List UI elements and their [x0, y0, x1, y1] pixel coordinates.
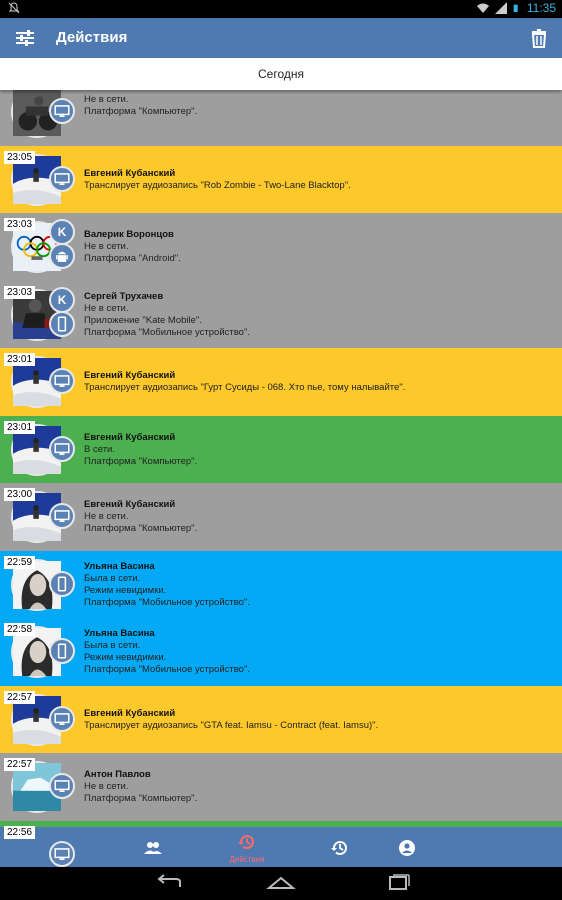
activity-item[interactable] [0, 483, 562, 551]
activity-line: Транслирует аудиозапись "GTA feat. Iamsu - Contract (feat. Iamsu)". [84, 719, 379, 731]
history-icon-active [238, 833, 256, 851]
nav-actions-label: Действия [229, 855, 265, 864]
people-icon [144, 839, 162, 857]
back-icon [154, 873, 184, 893]
activity-list[interactable] [0, 90, 562, 838]
section-header-today: Сегодня [0, 58, 562, 90]
activity-line: Платформа "Android". [84, 253, 181, 264]
time-badge: 23:00 [4, 488, 35, 501]
activity-text [84, 291, 250, 339]
computer-icon [49, 98, 75, 124]
activity-item[interactable] [0, 213, 562, 281]
user-name: Евгений Кубанский [84, 707, 176, 719]
activity-item[interactable] [0, 686, 562, 754]
activity-text [84, 229, 181, 265]
bottom-navigation [0, 827, 562, 867]
activity-text [84, 499, 197, 535]
activity-text [84, 432, 197, 468]
filter-settings-button[interactable] [14, 28, 36, 48]
computer-icon [49, 706, 75, 732]
wifi-icon [477, 2, 489, 14]
user-name: Антон Павлов [84, 769, 151, 780]
time-badge: 23:01 [4, 421, 35, 434]
activity-text [84, 168, 351, 192]
vk-app-icon [49, 219, 75, 245]
activity-item[interactable] [0, 551, 562, 619]
toolbar [0, 18, 562, 58]
activity-line: Платформа "Мобильное устройство". [84, 596, 250, 608]
activity-line: Платформа "Мобильное устройство". [84, 326, 250, 338]
activity-line: Транслирует аудиозапись "Гурт Сусиды - 068. Хто пье, тому налывайте". [84, 382, 406, 393]
status-bar [0, 0, 562, 18]
activity-item[interactable] [0, 146, 562, 214]
activity-line: Была в сети. [84, 572, 141, 584]
activity-text [84, 708, 378, 732]
activity-line: Приложение "Kate Mobile". [84, 314, 202, 326]
activity-line: Режим невидимки. [84, 652, 167, 663]
activity-line: Платформа "Компьютер". [84, 523, 198, 534]
activity-line: Платформа "Компьютер". [84, 455, 198, 467]
computer-icon [49, 436, 75, 462]
page-title: Действия [56, 29, 128, 46]
nav-friends[interactable] [133, 833, 173, 863]
battery-icon [513, 2, 521, 14]
delete-button[interactable] [530, 28, 548, 48]
nav-profile[interactable] [387, 833, 427, 863]
activity-line: Была в сети. [84, 640, 141, 651]
time-badge: 22:58 [4, 623, 35, 636]
system-navigation-bar [0, 867, 562, 900]
time-badge: 23:03 [4, 286, 35, 299]
activity-line: Платформа "Мобильное устройство". [84, 664, 250, 675]
nav-history[interactable] [320, 833, 360, 863]
time-badge: 23:03 [4, 218, 35, 231]
history-icon [331, 839, 349, 857]
activity-line: Транслирует аудиозапись "Rob Zombie - Two-Lane Blacktop". [84, 179, 351, 191]
activity-line: Не в сети. [84, 241, 129, 252]
android-icon [49, 243, 75, 269]
time-badge: 23:01 [4, 353, 35, 366]
activity-line: Не в сети. [84, 511, 129, 522]
activity-item[interactable] [0, 281, 562, 349]
time-badge: 22:56 [4, 826, 35, 839]
clock: 11:35 [526, 1, 556, 15]
time-badge: 23:05 [4, 151, 35, 164]
back-button[interactable] [154, 873, 184, 893]
computer-icon [49, 368, 75, 394]
user-name: Евгений Кубанский [84, 499, 176, 510]
computer-icon [49, 503, 75, 529]
time-badge: 22:57 [4, 758, 35, 771]
activity-text [84, 94, 197, 118]
user-name: Валерик Воронцов [84, 229, 174, 240]
activity-line: Платформа "Компьютер". [84, 106, 198, 117]
svg-text:K: K [57, 225, 67, 240]
recents-icon [383, 873, 413, 893]
activity-item[interactable] [0, 753, 562, 821]
svg-text:K: K [57, 292, 67, 307]
activity-line: Платформа "Компьютер". [84, 793, 198, 804]
activity-line: В сети. [84, 443, 115, 455]
user-name: Евгений Кубанский [84, 370, 176, 381]
home-button[interactable] [266, 873, 296, 893]
mobile-icon [49, 571, 75, 597]
user-name: Евгений Кубанский [84, 431, 176, 443]
home-icon [266, 873, 296, 893]
user-name: Евгений Кубанский [84, 167, 176, 179]
activity-line: Не в сети. [84, 94, 129, 105]
activity-line: Режим невидимки. [84, 584, 167, 596]
recents-button[interactable] [383, 873, 413, 893]
mobile-icon [49, 311, 75, 337]
time-badge: 22:57 [4, 691, 35, 704]
trash-icon [530, 28, 548, 48]
activity-text [84, 370, 405, 394]
mobile-icon [49, 638, 75, 664]
activity-line: Не в сети. [84, 302, 129, 314]
computer-icon [49, 166, 75, 192]
computer-icon [49, 841, 75, 867]
signal-icon [495, 2, 507, 14]
activity-text [84, 769, 197, 805]
activity-text [84, 628, 250, 676]
notifications-muted-icon [8, 2, 20, 17]
activity-item[interactable] [0, 348, 562, 416]
user-name: Сергей Трухачев [84, 290, 164, 302]
activity-text [84, 561, 250, 609]
vk-app-icon [49, 287, 75, 313]
user-name: Ульяна Васина [84, 560, 155, 572]
time-badge: 22:59 [4, 556, 35, 569]
sliders-icon [14, 28, 36, 48]
activity-item[interactable] [0, 618, 562, 686]
nav-actions[interactable] [227, 833, 267, 863]
computer-icon [49, 773, 75, 799]
activity-line: Не в сети. [84, 781, 129, 792]
account-icon [398, 839, 416, 857]
user-name: Ульяна Васина [84, 628, 155, 639]
activity-item[interactable] [0, 416, 562, 484]
